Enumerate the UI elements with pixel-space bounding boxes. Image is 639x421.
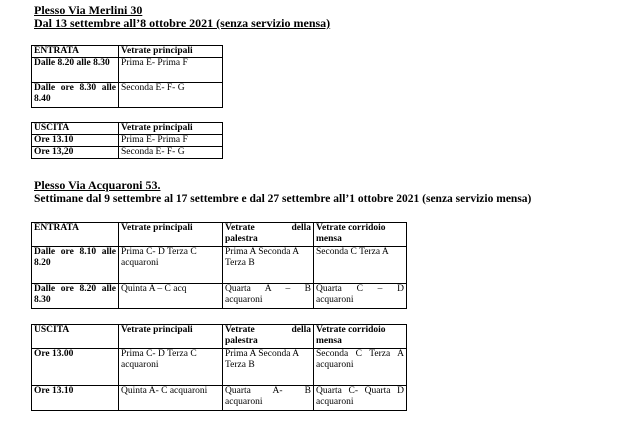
acquaroni-entrata-table bbox=[31, 222, 407, 309]
class-cell: Quinta A- C acquaroni bbox=[119, 386, 223, 411]
table-header-row bbox=[32, 223, 407, 247]
header-vetrate-corridoio-mensa: Vetrate corridoio mensa bbox=[314, 325, 407, 349]
acquaroni-title: Plesso Via Acquaroni 53. bbox=[34, 178, 161, 192]
header-vetrate-palestra: Vetrate della palestra bbox=[223, 223, 314, 247]
table-header-row bbox=[32, 46, 223, 58]
table-header-row bbox=[32, 123, 223, 135]
class-cell: Seconda E- F- G bbox=[119, 147, 223, 159]
table-row bbox=[32, 386, 407, 411]
header-vetrate-principali: Vetrate principali bbox=[119, 325, 223, 349]
acquaroni-uscita-table bbox=[31, 324, 407, 411]
header-entrata: ENTRATA bbox=[32, 46, 119, 58]
merlini-subtitle: Dal 13 settembre all’8 ottobre 2021 (senza servizio mensa) bbox=[34, 16, 331, 30]
header-vetrate-principali: Vetrate principali bbox=[119, 123, 223, 135]
class-cell: Prima A Seconda A Terza B bbox=[223, 349, 314, 386]
class-cell: Quarta C- Quarta D acquaroni bbox=[314, 386, 407, 411]
header-entrata: ENTRATA bbox=[32, 223, 119, 247]
header-vetrate-palestra: Vetrate della palestra bbox=[223, 325, 314, 349]
header-vetrate-principali: Vetrate principali bbox=[119, 223, 223, 247]
class-cell: Quarta A- B acquaroni bbox=[223, 386, 314, 411]
table-row bbox=[32, 83, 223, 108]
table-row bbox=[32, 349, 407, 386]
table-row bbox=[32, 58, 223, 83]
class-cell: Quarta A – B acquaroni bbox=[223, 284, 314, 309]
table-row bbox=[32, 284, 407, 309]
class-cell: Seconda E- F- G bbox=[119, 83, 223, 108]
table-row bbox=[32, 147, 223, 159]
class-cell: Prima C- D Terza C acquaroni bbox=[119, 349, 223, 386]
time-cell: Ore 13.00 bbox=[32, 349, 119, 386]
merlini-entrata-table bbox=[31, 45, 223, 108]
header-uscita: USCITA bbox=[32, 123, 119, 135]
header-uscita: USCITA bbox=[32, 325, 119, 349]
table-row bbox=[32, 247, 407, 284]
header-vetrate-principali: Vetrate principali bbox=[119, 46, 223, 58]
class-cell: Prima E- Prima F bbox=[119, 58, 223, 83]
class-cell: Quarta C – D acquaroni bbox=[314, 284, 407, 309]
merlini-uscita-table bbox=[31, 122, 223, 159]
table-header-row bbox=[32, 325, 407, 349]
time-cell: Ore 13.10 bbox=[32, 135, 119, 147]
class-cell: Prima A Seconda A Terza B bbox=[223, 247, 314, 284]
time-cell: Dalle ore 8.30 alle 8.40 bbox=[32, 83, 119, 108]
class-cell: Prima C- D Terza C acquaroni bbox=[119, 247, 223, 284]
class-cell: Quinta A – C acq bbox=[119, 284, 223, 309]
header-vetrate-corridoio-mensa: Vetrate corridoio mensa bbox=[314, 223, 407, 247]
time-cell: Dalle ore 8.10 alle 8.20 bbox=[32, 247, 119, 284]
class-cell: Prima E- Prima F bbox=[119, 135, 223, 147]
acquaroni-subtitle: Settimane dal 9 settembre al 17 settembre e dal 27 settembre all’1 ottobre 2021 (senza servizio mensa) bbox=[34, 193, 532, 205]
time-cell: Dalle ore 8.20 alle 8.30 bbox=[32, 284, 119, 309]
table-row bbox=[32, 135, 223, 147]
class-cell: Seconda C Terza A acquaroni bbox=[314, 349, 407, 386]
time-cell: Dalle 8.20 alle 8.30 bbox=[32, 58, 119, 83]
merlini-title: Plesso Via Merlini 30 bbox=[34, 3, 143, 17]
class-cell: Seconda C Terza A bbox=[314, 247, 407, 284]
time-cell: Ore 13.10 bbox=[32, 386, 119, 411]
time-cell: Ore 13,20 bbox=[32, 147, 119, 159]
